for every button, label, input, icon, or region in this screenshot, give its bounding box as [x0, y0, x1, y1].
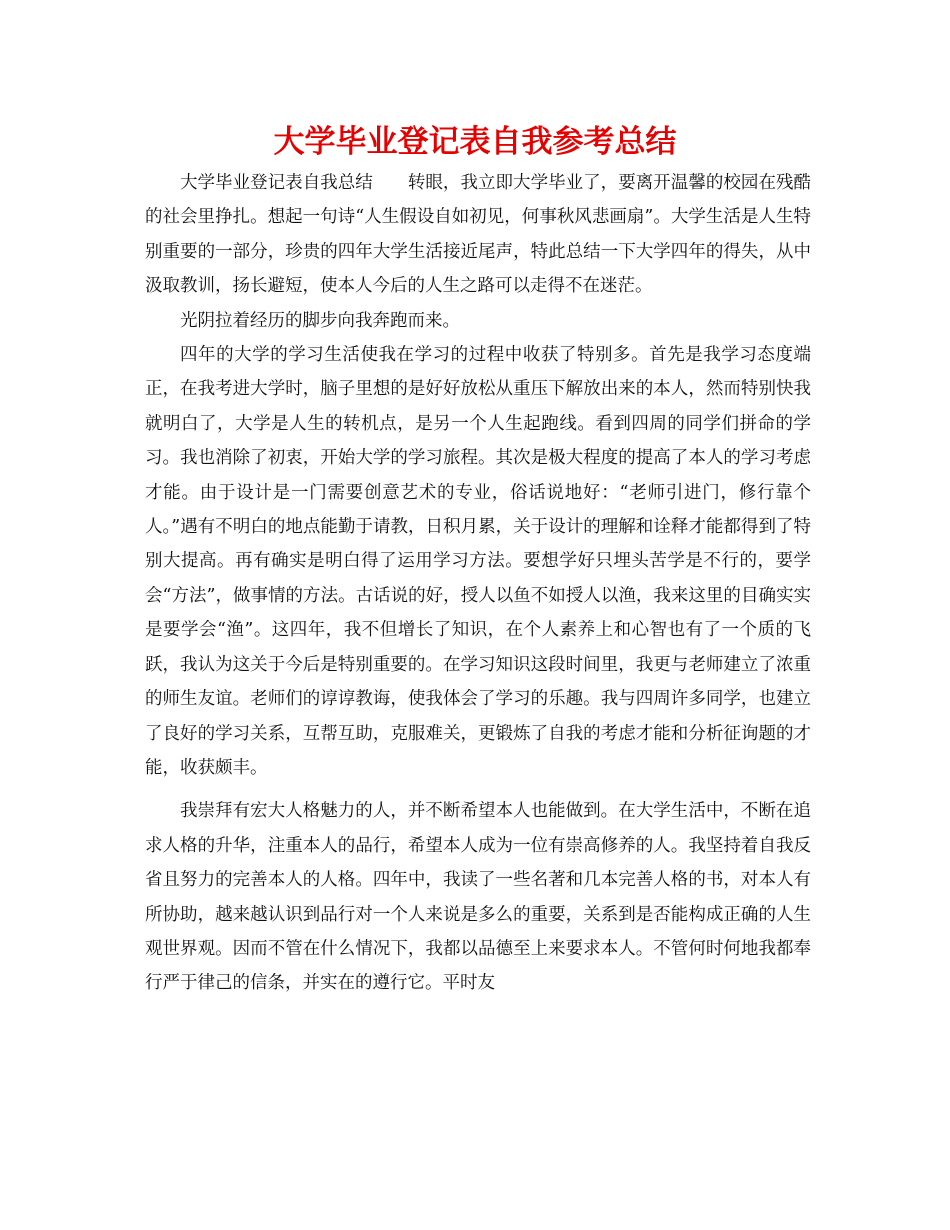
- paragraph-study: 四年的大学的学习生活使我在学习的过程中收获了特别多。首先是我学习态度端正，在我考进大学时，脑子里想的是好好放松从重压下解放出来的本人，然而特别快我就明白了，大学是人生的转机点，是另一个人生起跑线。看到四周的同学们拼命的学习。我也消除了初衷，开始大学的学习旅程。其次是极大程度的提高了本人的学习考虑才能。由于设计是一门需要创意艺术的专业，俗话说地好：“老师引进门，修行靠个人。”遇有不明白的地点能勤于请教，日积月累，关于设计的理解和诠释才能都得到了特别大提高。再有确实是明白得了运用学习方法。要想学好只埋头苦学是不行的，要学会“方法”，做事情的方法。古话说的好，授人以鱼不如授人以渔，我来这里的目确实实是要学会“渔”。这四年，我不但增长了知识，在个人素养上和心智也有了一个质的飞跃，我认为这关于今后是特别重要的。在学习知识这段时间里，我更与老师建立了浓重的师生友谊。老师们的谆谆教诲，使我体会了学习的乐趣。我与四周许多同学，也建立了良好的学习关系，互帮互助，克服难关，更锻炼了自我的考虑才能和分析征询题的才能，收获颇丰。: [145, 345, 811, 778]
- paragraph-intro: 大学毕业登记表自我总结 转眼，我立即大学毕业了，要离开温馨的校园在残酷的社会里挣扎。想起一句诗“人生假设自如初见，何事秋风悲画扇”。大学生活是人生特别重要的一部分，珍贵的四年大学生活接近尾声，特此总结一下大学四年的得失，从中汲取教训，扬长避短，使本人今后的人生之路可以走得不在迷茫。: [145, 173, 811, 297]
- paragraph-time: 光阴拉着经历的脚步向我奔跑而来。: [180, 310, 460, 331]
- document-body: [145, 166, 811, 1001]
- document-title: 大学毕业登记表自我参考总结: [273, 124, 677, 160]
- paragraph-character: 我崇拜有宏大人格魅力的人，并不断希望本人也能做到。在大学生活中，不断在追求人格的升华，注重本人的品行，希望本人成为一位有崇高修养的人。我坚持着自我反省且努力的完善本人的人格。四年中，我读了一些名著和几本完善人格的书，对本人有所协助，越来越认识到品行对一个人来说是多么的重要，关系到是否能构成正确的人生观世界观。因而不管在什么情况下，我都以品德至上来要求本人。不管何时何地我都奉行严于律己的信条，并实在的遵行它。平时友: [145, 801, 811, 994]
